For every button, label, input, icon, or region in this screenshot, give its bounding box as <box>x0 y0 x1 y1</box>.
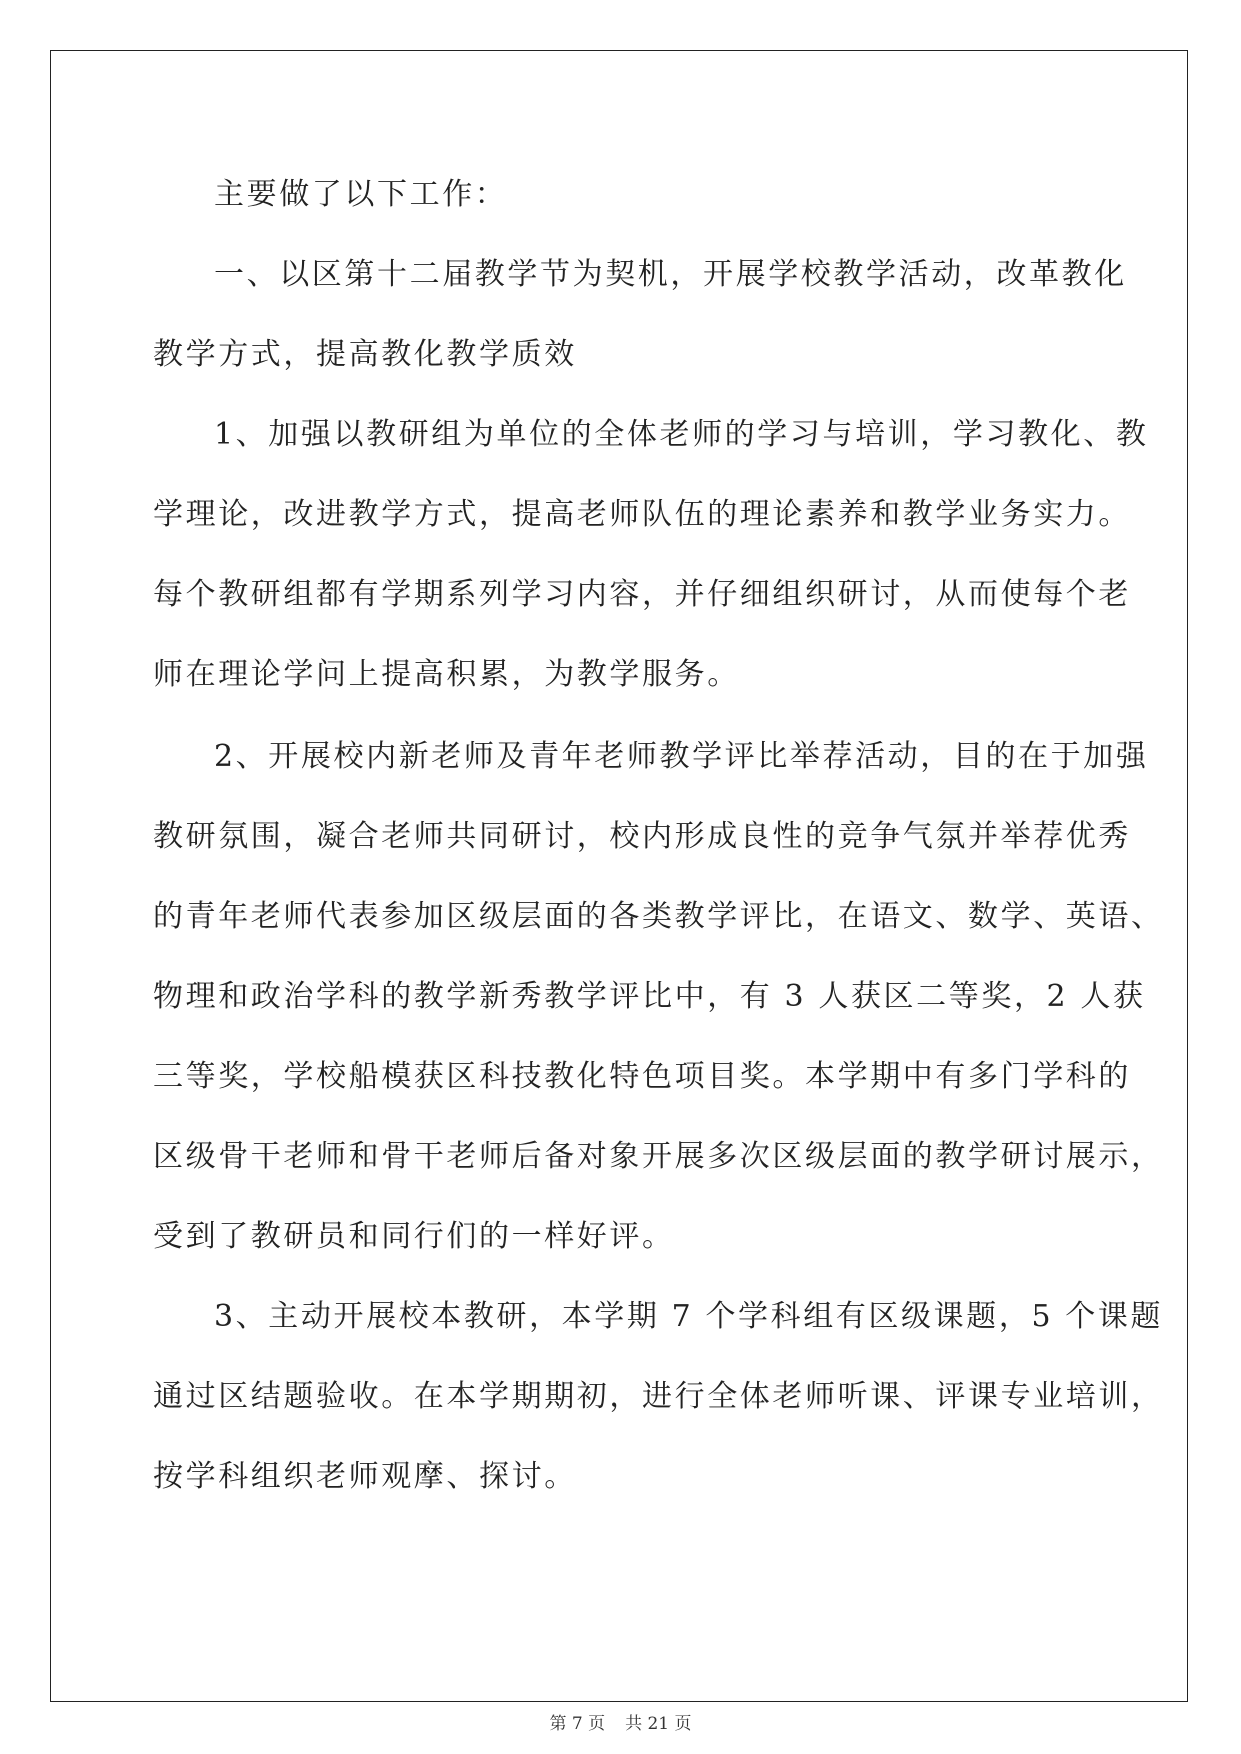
page-footer <box>0 1716 1241 1733</box>
text-line: 通过区结题验收。在本学期期初，进行全体老师听课、评课专业培训， <box>153 1379 1164 1414</box>
text-line: 教研氛围，凝合老师共同研讨，校内形成良性的竞争气氛并举荐优秀 <box>153 819 1131 854</box>
text-line: 受到了教研员和同行们的一样好评。 <box>153 1219 675 1254</box>
page-border <box>50 50 1188 1702</box>
text-line: 按学科组织老师观摩、探讨。 <box>153 1459 577 1494</box>
text-line: 物理和政治学科的教学新秀教学评比中，有 3 人获区二等奖，2 人获 <box>153 979 1146 1014</box>
text-line: 2、开展校内新老师及青年老师教学评比举荐活动，目的在于加强 <box>214 739 1149 774</box>
text-line: 三等奖，学校船模获区科技教化特色项目奖。本学期中有多门学科的 <box>153 1059 1131 1094</box>
total-pages: 共 21 页 <box>625 1714 692 1734</box>
heading-line: 教学方式，提高教化教学质效 <box>153 337 577 372</box>
text-line: 学理论，改进教学方式，提高老师队伍的理论素养和教学业务实力。 <box>153 497 1131 532</box>
text-line: 的青年老师代表参加区级层面的各类教学评比，在语文、数学、英语、 <box>153 899 1164 934</box>
text-line: 师在理论学问上提高积累，为教学服务。 <box>153 657 740 692</box>
page-number: 第 7 页 <box>549 1714 606 1734</box>
text-line: 主要做了以下工作： <box>214 177 508 212</box>
text-line: 区级骨干老师和骨干老师后备对象开展多次区级层面的教学研讨展示， <box>153 1139 1164 1174</box>
text-line: 1、加强以教研组为单位的全体老师的学习与培训，学习教化、教 <box>214 417 1149 452</box>
text-line: 3、主动开展校本教研，本学期 7 个学科组有区级课题，5 个课题 <box>214 1299 1164 1334</box>
heading-line: 一、以区第十二届教学节为契机，开展学校教学活动，改革教化 <box>214 257 1127 292</box>
text-line: 每个教研组都有学期系列学习内容，并仔细组织研讨，从而使每个老 <box>153 577 1131 612</box>
